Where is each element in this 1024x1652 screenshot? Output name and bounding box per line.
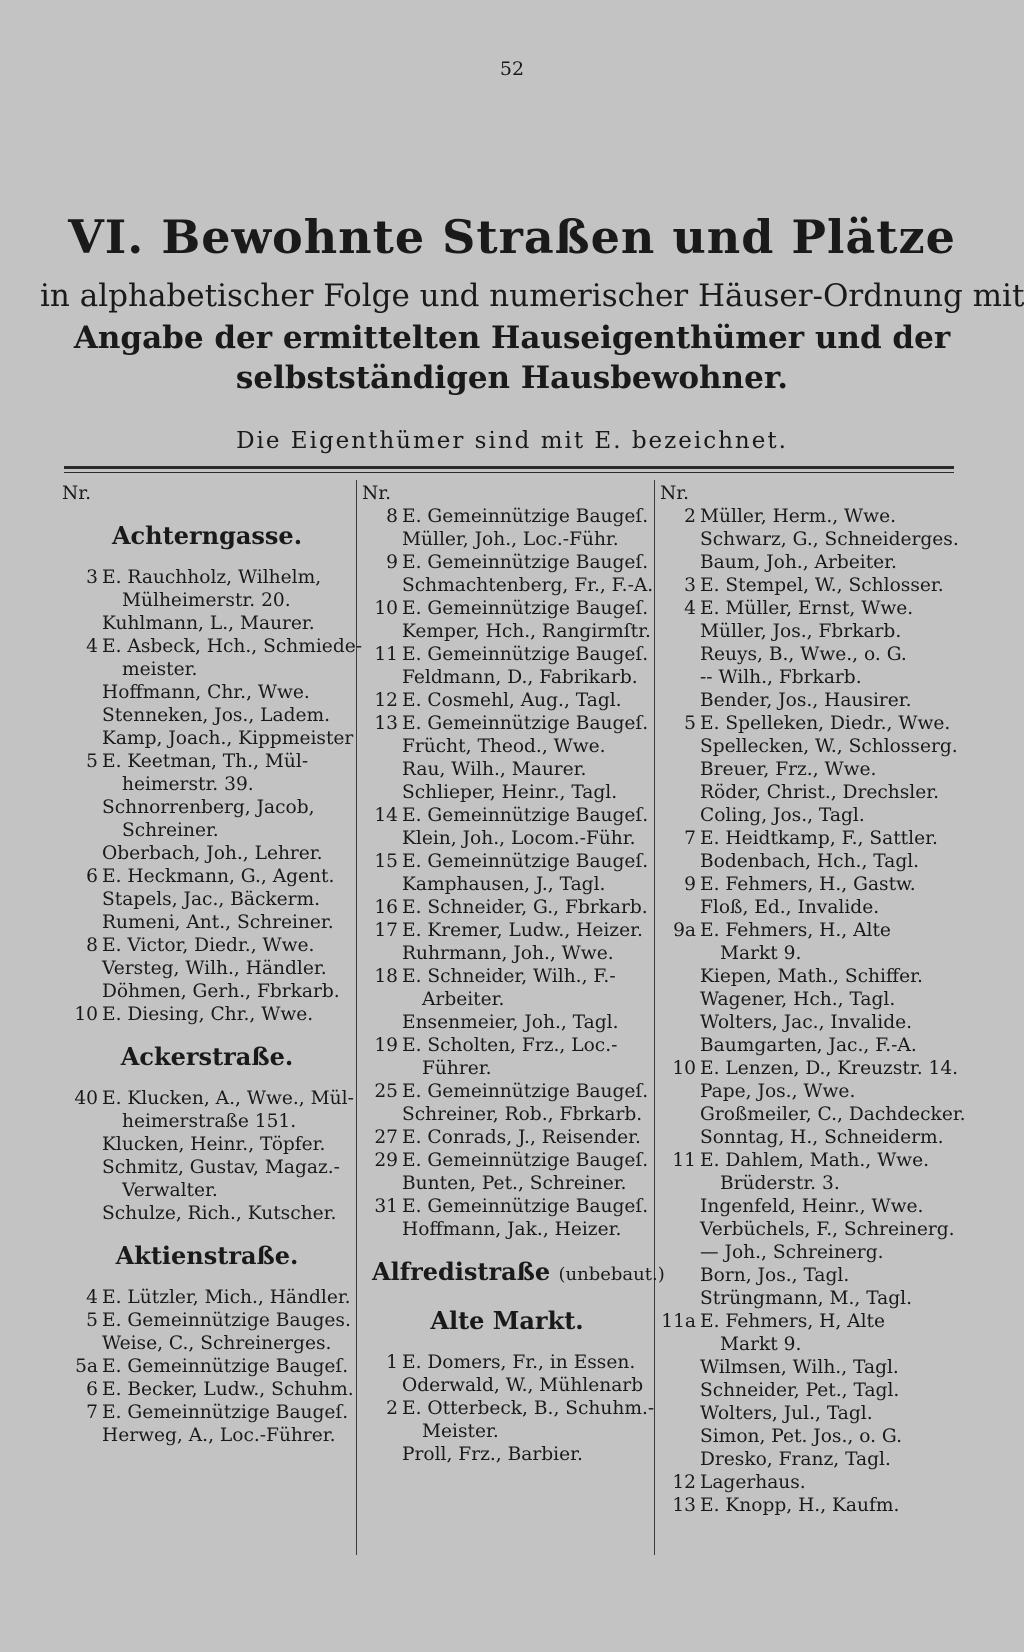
house-number: 4: [86, 1287, 98, 1308]
entry-text: E. Keetman, Th., Mül-: [102, 751, 309, 772]
house-number: 17: [374, 920, 398, 941]
owner-note: Die Eigenthümer sind mit E. bezeichnet.: [236, 428, 788, 454]
list-item: Oderwald, W., Mühlenarb: [402, 1375, 644, 1396]
list-item: Schreiner.: [122, 820, 219, 841]
house-number: 16: [374, 897, 398, 918]
house-number: 29: [374, 1150, 398, 1171]
list-item: [362, 689, 652, 712]
entry-text: E. Schneider, G., Fbrkarb.: [402, 897, 648, 918]
house-number: 10: [374, 598, 398, 619]
subtitle-line: selbstständigen Hausbewohner.: [235, 360, 789, 396]
house-number: 2: [386, 1398, 398, 1419]
list-item: heimerstraße 151.: [122, 1111, 297, 1132]
list-item: [362, 505, 652, 528]
entry-text: E. Schneider, Wilh., F.-: [402, 966, 616, 987]
house-number: 3: [684, 575, 696, 596]
list-item: meister.: [122, 659, 198, 680]
list-item: Herweg, A., Loc.-Führer.: [102, 1425, 336, 1446]
list-item: Pape, Jos., Wwe.: [700, 1081, 856, 1102]
house-number: 10: [74, 1004, 98, 1025]
list-item: [660, 597, 960, 620]
street-heading: Alte Markt.: [430, 1306, 584, 1335]
house-number: 3: [86, 567, 98, 588]
street-heading: Achterngasse.: [111, 521, 303, 550]
entry-text: E. Fehmers, H., Gastw.: [700, 874, 916, 895]
list-item: Wolters, Jac., Invalide.: [700, 1012, 913, 1033]
entry-text: E. Gemeinnützige Bauges.: [102, 1310, 351, 1331]
entry-text: E. Gemeinnützige Baugeſ.: [102, 1356, 349, 1377]
list-item: [62, 1003, 352, 1026]
list-item: [362, 919, 652, 942]
house-number: 5: [86, 1310, 98, 1331]
list-item: Brüderstr. 3.: [720, 1173, 840, 1194]
list-item: Bunten, Pet., Schreiner.: [402, 1173, 627, 1194]
list-item: [660, 1471, 960, 1494]
list-item: — Joh., Schreinerg.: [700, 1242, 884, 1263]
list-item: [62, 1378, 352, 1401]
entry-text: E. Lützler, Mich., Händler.: [102, 1287, 351, 1308]
entry-text: E. Gemeinnützige Baugeſ.: [402, 1196, 649, 1217]
list-item: Röder, Christ., Drechsler.: [700, 782, 939, 803]
list-item: [660, 1149, 960, 1172]
list-item: [62, 1087, 352, 1110]
house-number: 27: [374, 1127, 398, 1148]
house-number: 7: [86, 1402, 98, 1423]
list-item: [660, 505, 960, 528]
list-item: Markt 9.: [720, 1334, 802, 1355]
entry-text: E. Kremer, Ludw., Heizer.: [402, 920, 643, 941]
list-item: -- Wilh., Fbrkarb.: [700, 667, 862, 688]
list-item: [362, 551, 652, 574]
list-item: Führer.: [422, 1058, 492, 1079]
list-item: Rau, Wilh., Maurer.: [402, 759, 587, 780]
house-number: 14: [374, 805, 398, 826]
house-number: 9: [386, 552, 398, 573]
list-item: Kuhlmann, L., Maurer.: [102, 613, 315, 634]
list-item: Markt 9.: [720, 943, 802, 964]
nr-header: Nr.: [62, 483, 92, 504]
house-number: 25: [374, 1081, 398, 1102]
house-number: 1: [386, 1352, 398, 1373]
entry-text: E. Domers, Fr., in Essen.: [402, 1352, 636, 1373]
house-number: 6: [86, 1379, 98, 1400]
list-item: [362, 850, 652, 873]
list-item: Ingenfeld, Heinr., Wwe.: [700, 1196, 924, 1217]
column-3: [660, 482, 966, 1517]
entry-text: E. Spelleken, Diedr., Wwe.: [700, 713, 951, 734]
house-number: 5: [86, 751, 98, 772]
divider: [64, 472, 954, 473]
house-number: 13: [672, 1495, 696, 1516]
house-number: 15: [374, 851, 398, 872]
list-item: Mülheimerstr. 20.: [122, 590, 291, 611]
list-item: [660, 1057, 960, 1080]
entry-text: E. Rauchholz, Wilhelm,: [102, 567, 322, 588]
list-item: Wagener, Hch., Tagl.: [700, 989, 896, 1010]
list-item: Schulze, Rich., Kutscher.: [102, 1203, 337, 1224]
list-item: Schlieper, Heinr., Tagl.: [402, 782, 618, 803]
list-item: Oberbach, Joh., Lehrer.: [102, 843, 323, 864]
list-item: Schneider, Pet., Tagl.: [700, 1380, 900, 1401]
list-item: Reuys, B., Wwe., o. G.: [700, 644, 907, 665]
list-item: [362, 896, 652, 919]
list-item: Feldmann, D., Fabrikarb.: [402, 667, 638, 688]
house-number: 8: [386, 506, 398, 527]
list-item: Dresko, Franz, Tagl.: [700, 1449, 891, 1470]
entry-text: E. Fehmers, H., Alte: [700, 920, 891, 941]
list-item: [362, 1351, 652, 1374]
list-item: [660, 1310, 960, 1333]
list-item: Schnorrenberg, Jacob,: [102, 797, 315, 818]
house-number: 11: [374, 644, 398, 665]
section-heading: VI. Bewohnte Straßen und Plätze: [68, 210, 956, 264]
list-item: [62, 1309, 352, 1332]
list-item: Rumeni, Ant., Schreiner.: [102, 912, 334, 933]
house-number: 18: [374, 966, 398, 987]
list-item: Klucken, Heinr., Töpfer.: [102, 1134, 326, 1155]
house-number: 40: [74, 1088, 98, 1109]
list-item: Hoffmann, Chr., Wwe.: [102, 682, 310, 703]
entry-text: E. Knopp, H., Kaufm.: [700, 1495, 900, 1516]
list-item: Müller, Joh., Loc.-Führ.: [402, 529, 619, 550]
list-item: Wolters, Jul., Tagl.: [700, 1403, 873, 1424]
house-number: 5a: [75, 1356, 98, 1377]
list-item: Ruhrmann, Joh., Wwe.: [402, 943, 614, 964]
entry-text: E. Asbeck, Hch., Schmiede-: [102, 636, 363, 657]
entry-text: Müller, Herm., Wwe.: [700, 506, 896, 527]
nr-header: Nr.: [362, 483, 392, 504]
subtitle-line: Angabe der ermittelten Hauseigenthümer und der: [73, 320, 951, 356]
list-item: [362, 1149, 652, 1172]
column-divider: [654, 480, 655, 1555]
list-item: Coling, Jos., Tagl.: [700, 805, 865, 826]
list-item: [362, 1126, 652, 1149]
list-item: Sonntag, H., Schneiderm.: [700, 1127, 944, 1148]
list-item: heimerstr. 39.: [122, 774, 254, 795]
entry-text: E. Heidtkamp, F., Sattler.: [700, 828, 938, 849]
house-number: 6: [86, 866, 98, 887]
column-1: [62, 482, 363, 1447]
entry-text: E. Gemeinnützige Baugeſ.: [402, 1081, 649, 1102]
street-heading: Aktienstraße.: [115, 1241, 299, 1270]
house-number: 8: [86, 935, 98, 956]
entry-text: E. Gemeinnützige Baugeſ.: [102, 1402, 349, 1423]
list-item: [660, 574, 960, 597]
street-note: (unbebaut.): [558, 1264, 665, 1285]
list-item: [362, 1080, 652, 1103]
entry-text: E. Dahlem, Math., Wwe.: [700, 1150, 930, 1171]
list-item: Baumgarten, Jac., F.-A.: [700, 1035, 917, 1056]
list-item: [62, 1286, 352, 1309]
list-item: Weise, C., Schreinerges.: [102, 1333, 332, 1354]
list-item: Schwarz, G., Schneiderges.: [700, 529, 959, 550]
entry-text: E. Gemeinnützige Baugeſ.: [402, 851, 649, 872]
list-item: Spellecken, W., Schlosserg.: [700, 736, 958, 757]
house-number: 5: [684, 713, 696, 734]
list-item: [62, 1401, 352, 1424]
list-item: [362, 804, 652, 827]
list-item: Schreiner, Rob., Fbrkarb.: [402, 1104, 643, 1125]
entry-text: E. Gemeinnützige Baugeſ.: [402, 805, 649, 826]
list-item: Stapels, Jac., Bäckerm.: [102, 889, 321, 910]
list-item: [62, 934, 352, 957]
house-number: 9: [684, 874, 696, 895]
list-item: Born, Jos., Tagl.: [700, 1265, 850, 1286]
house-number: 12: [374, 690, 398, 711]
list-item: Klein, Joh., Locom.-Führ.: [402, 828, 636, 849]
list-item: Stenneken, Jos., Ladem.: [102, 705, 331, 726]
house-number: 19: [374, 1035, 398, 1056]
list-item: [362, 1195, 652, 1218]
entry-text: E. Cosmehl, Aug., Tagl.: [402, 690, 622, 711]
entry-text: E. Becker, Ludw., Schuhm.: [102, 1379, 354, 1400]
list-item: [660, 712, 960, 735]
house-number: 31: [374, 1196, 398, 1217]
list-item: [62, 865, 352, 888]
list-item: Floß, Ed., Invalide.: [700, 897, 880, 918]
entry-text: E. Gemeinnützige Baugeſ.: [402, 713, 649, 734]
list-item: Bender, Jos., Hausirer.: [700, 690, 912, 711]
list-item: Bodenbach, Hch., Tagl.: [700, 851, 920, 872]
list-item: Schmachtenberg, Fr., F.-A.: [402, 575, 654, 596]
house-number: 7: [684, 828, 696, 849]
list-item: [362, 712, 652, 735]
street-name: Alfredistraße: [372, 1257, 551, 1286]
list-item: Versteg, Wilh., Händler.: [102, 958, 327, 979]
list-item: Kamphausen, J., Tagl.: [402, 874, 606, 895]
house-number: 10: [672, 1058, 696, 1079]
house-number: 9a: [673, 920, 696, 941]
street-heading: Ackerstraße.: [120, 1042, 294, 1071]
entry-text: E. Fehmers, H, Alte: [700, 1311, 886, 1332]
list-item: Kiepen, Math., Schiffer.: [700, 966, 923, 987]
house-number: 2: [684, 506, 696, 527]
list-item: Verwalter.: [122, 1180, 218, 1201]
list-item: Arbeiter.: [422, 989, 505, 1010]
street-heading: [362, 1253, 665, 1290]
list-item: [362, 643, 652, 666]
list-item: Frücht, Theod., Wwe.: [402, 736, 606, 757]
list-item: [62, 750, 352, 773]
entry-text: E. Müller, Ernst, Wwe.: [700, 598, 914, 619]
column-2: [362, 482, 665, 1466]
divider: [64, 466, 954, 469]
list-item: Strüngmann, M., Tagl.: [700, 1288, 913, 1309]
list-item: [362, 1034, 652, 1057]
list-item: [62, 1355, 352, 1378]
entry-text: E. Otterbeck, B., Schuhm.-: [402, 1398, 655, 1419]
list-item: Wilmsen, Wilh., Tagl.: [700, 1357, 899, 1378]
entry-text: E. Gemeinnützige Baugeſ.: [402, 552, 649, 573]
house-number: 11: [672, 1150, 696, 1171]
entry-text: Lagerhaus.: [700, 1472, 806, 1493]
house-number: 4: [86, 636, 98, 657]
entry-text: E. Conrads, J., Reisender.: [402, 1127, 641, 1148]
list-item: Schmitz, Gustav, Magaz.-: [102, 1157, 340, 1178]
list-item: [660, 919, 960, 942]
entry-text: E. Diesing, Chr., Wwe.: [102, 1004, 314, 1025]
entry-text: E. Scholten, Frz., Loc.-: [402, 1035, 618, 1056]
entry-text: E. Klucken, A., Wwe., Mül-: [102, 1088, 354, 1109]
list-item: Proll, Frz., Barbier.: [402, 1444, 583, 1465]
list-item: Verbüchels, F., Schreinerg.: [700, 1219, 955, 1240]
list-item: Meister.: [422, 1421, 499, 1442]
entry-text: E. Victor, Diedr., Wwe.: [102, 935, 315, 956]
list-item: [660, 1494, 960, 1517]
list-item: Breuer, Frz., Wwe.: [700, 759, 877, 780]
list-item: Kamp, Joach., Kippmeister: [102, 728, 354, 749]
list-item: Kemper, Hch., Rangirmſtr.: [402, 621, 651, 642]
list-item: [62, 635, 363, 658]
entry-text: E. Gemeinnützige Baugeſ.: [402, 1150, 649, 1171]
house-number: 11a: [661, 1311, 696, 1332]
entry-text: E. Gemeinnützige Baugeſ.: [402, 644, 649, 665]
list-item: Müller, Jos., Fbrkarb.: [700, 621, 902, 642]
list-item: [62, 566, 352, 589]
list-item: Baum, Joh., Arbeiter.: [700, 552, 897, 573]
house-number: 12: [672, 1472, 696, 1493]
house-number: 4: [684, 598, 696, 619]
list-item: [660, 827, 960, 850]
list-item: Ensenmeier, Joh., Tagl.: [402, 1012, 619, 1033]
list-item: Großmeiler, C., Dachdecker.: [700, 1104, 966, 1125]
list-item: [660, 873, 960, 896]
list-item: [362, 965, 652, 988]
list-item: Döhmen, Gerh., Fbrkarb.: [102, 981, 340, 1002]
entry-text: E. Heckmann, G., Agent.: [102, 866, 335, 887]
subtitle-line: in alphabetischer Folge und numerischer Häuser-Ordnung mit: [40, 278, 1024, 314]
list-item: Simon, Pet. Jos., o. G.: [700, 1426, 902, 1447]
entry-text: E. Gemeinnützige Baugeſ.: [402, 506, 649, 527]
nr-header: Nr.: [660, 483, 690, 504]
list-item: [362, 597, 652, 620]
house-number: 13: [374, 713, 398, 734]
entry-text: E. Lenzen, D., Kreuzstr. 14.: [700, 1058, 959, 1079]
entry-text: E. Stempel, W., Schlosser.: [700, 575, 944, 596]
entry-text: E. Gemeinnützige Baugeſ.: [402, 598, 649, 619]
page-number: 52: [499, 58, 525, 80]
list-item: Hoffmann, Jak., Heizer.: [402, 1219, 622, 1240]
list-item: [362, 1397, 655, 1420]
